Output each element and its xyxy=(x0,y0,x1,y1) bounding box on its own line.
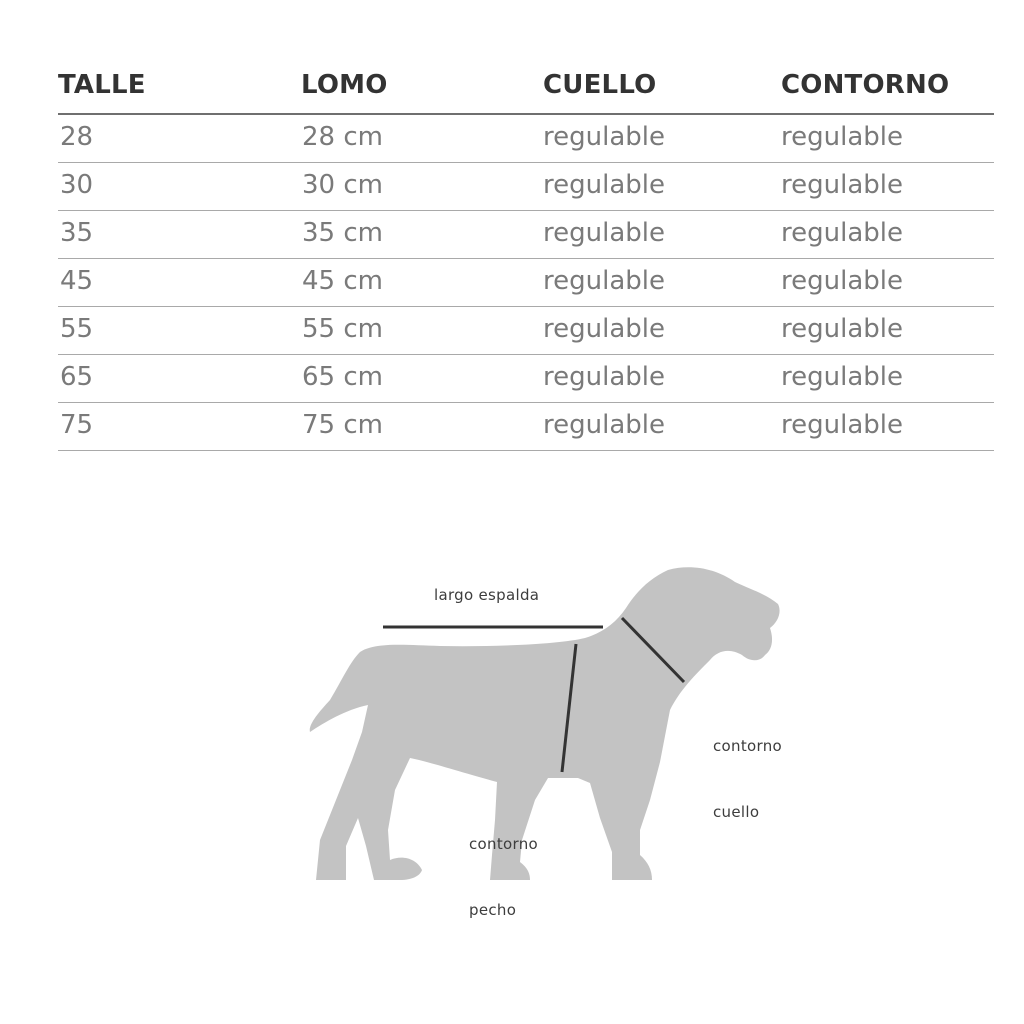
cell-cuello: regulable xyxy=(543,266,665,296)
cell-lomo: 45 cm xyxy=(302,266,383,296)
size-table xyxy=(58,60,994,451)
table-row xyxy=(58,163,994,211)
cell-cuello: regulable xyxy=(543,218,665,248)
cell-cuello: regulable xyxy=(543,410,665,440)
table-header-row xyxy=(58,60,994,115)
cell-contorno: regulable xyxy=(781,170,903,200)
cell-talle: 35 xyxy=(60,218,94,248)
neck-label-line2: cuello xyxy=(713,803,760,821)
header-lomo: LOMO xyxy=(301,70,388,100)
back-length-label: largo espalda xyxy=(434,586,540,604)
chest-circumference-label xyxy=(469,789,538,965)
cell-contorno: regulable xyxy=(781,410,903,440)
cell-lomo: 28 cm xyxy=(302,122,383,152)
table-row xyxy=(58,307,994,355)
chest-label-line1: contorno xyxy=(469,835,538,853)
cell-talle: 55 xyxy=(60,314,94,344)
header-talle: TALLE xyxy=(58,70,146,100)
cell-talle: 75 xyxy=(60,410,94,440)
cell-lomo: 75 cm xyxy=(302,410,383,440)
dog-silhouette xyxy=(310,567,780,880)
cell-contorno: regulable xyxy=(781,266,903,296)
table-row xyxy=(58,211,994,259)
neck-circumference-label xyxy=(713,691,782,867)
cell-contorno: regulable xyxy=(781,314,903,344)
cell-contorno: regulable xyxy=(781,362,903,392)
cell-talle: 30 xyxy=(60,170,94,200)
table-row xyxy=(58,259,994,307)
dog-measurement-diagram xyxy=(0,500,1024,920)
cell-cuello: regulable xyxy=(543,122,665,152)
cell-lomo: 30 cm xyxy=(302,170,383,200)
table-row xyxy=(58,355,994,403)
header-contorno: CONTORNO xyxy=(781,70,950,100)
cell-lomo: 55 cm xyxy=(302,314,383,344)
cell-lomo: 35 cm xyxy=(302,218,383,248)
cell-lomo: 65 cm xyxy=(302,362,383,392)
cell-talle: 28 xyxy=(60,122,94,152)
cell-contorno: regulable xyxy=(781,122,903,152)
chest-label-line2: pecho xyxy=(469,901,517,919)
cell-cuello: regulable xyxy=(543,170,665,200)
cell-talle: 65 xyxy=(60,362,94,392)
cell-cuello: regulable xyxy=(543,362,665,392)
header-cuello: CUELLO xyxy=(543,70,657,100)
table-row xyxy=(58,403,994,451)
cell-contorno: regulable xyxy=(781,218,903,248)
cell-cuello: regulable xyxy=(543,314,665,344)
neck-label-line1: contorno xyxy=(713,737,782,755)
cell-talle: 45 xyxy=(60,266,94,296)
table-row xyxy=(58,115,994,163)
